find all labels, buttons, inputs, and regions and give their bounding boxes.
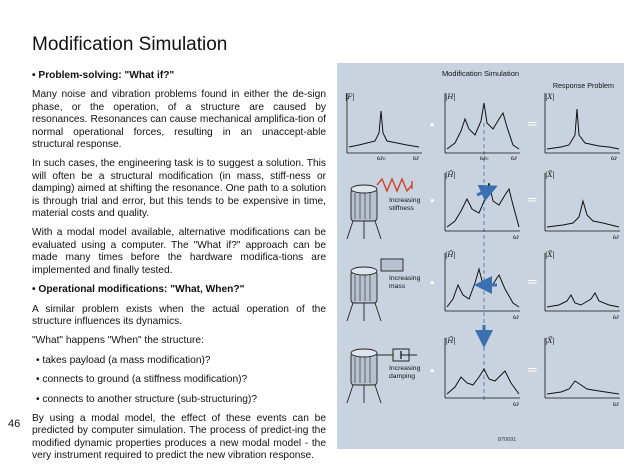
label-line: damping xyxy=(389,373,416,380)
label-omega0-h: ω₀ xyxy=(480,154,489,162)
times-operator: • xyxy=(429,277,436,290)
page-number: 46 xyxy=(8,418,21,430)
label-h-mod-2: |H̃| xyxy=(445,251,456,259)
label-omega-7: ω xyxy=(613,313,619,321)
figure-subtitle: Response Problem xyxy=(552,81,614,90)
modified-response-damping xyxy=(547,381,619,394)
equals-operator: = xyxy=(527,117,538,132)
structure-icon xyxy=(347,349,381,403)
label-increasing-damping xyxy=(389,365,420,381)
heading-problem-solving: • Problem-solving: "What if?" xyxy=(32,70,175,81)
label-omega0-f: ω₀ xyxy=(377,154,386,162)
label-omega-9: ω xyxy=(613,400,619,408)
label-x: |X| xyxy=(545,93,555,101)
mass-block xyxy=(381,259,403,271)
times-operator: • xyxy=(429,119,436,132)
label-f: |F| xyxy=(345,93,355,101)
modified-response-mass xyxy=(547,293,619,307)
bullet-payload: • takes payload (a mass modification)? xyxy=(36,354,211,366)
page-title: Modification Simulation xyxy=(32,34,228,55)
figure-title: Modification Simulation xyxy=(441,69,520,78)
label-line: Increasing xyxy=(389,365,421,372)
bullet-substructure: • connects to another structure (sub-structuring)? xyxy=(36,393,258,405)
modified-frf-mass xyxy=(447,269,519,307)
equals-operator: = xyxy=(527,193,538,208)
force-spectrum-curve xyxy=(349,111,419,147)
structure-icon xyxy=(347,267,381,321)
times-operator: • xyxy=(429,365,436,378)
spring-symbol xyxy=(377,179,412,191)
modified-frf-damping xyxy=(447,369,519,394)
label-h: |H| xyxy=(445,93,456,101)
frf-curve xyxy=(447,103,519,149)
label-h-mod-1: |H̃| xyxy=(445,171,456,179)
label-omega-2: ω xyxy=(511,154,517,162)
label-line: stiffness xyxy=(389,205,414,212)
label-omega-6: ω xyxy=(513,313,519,321)
modified-response-stiffness xyxy=(547,201,619,227)
paragraph-modal-model: With a modal model available, alternative modifications can be evaluated using a computer. The "What if?" approach can be made many times before the hardware modifica-tions are implemented and finally tested. xyxy=(32,227,326,276)
paragraph-solution: In such cases, the engineering task is to suggest a solution. This will often be a structural modification (in mass, stiff-ness or damping) aimed at shifting the resonance. One path to a solution is through trial and error, but this tends to be expensive in time, material costs and quality. xyxy=(32,158,326,220)
heading-operational: • Operational modifications: "What, When?" xyxy=(32,284,245,296)
label-omega-8: ω xyxy=(513,400,519,408)
times-operator: • xyxy=(429,195,436,208)
label-omega-3: ω xyxy=(611,154,617,162)
modified-frf-stiffness xyxy=(447,183,519,227)
label-x-mod-1: |X̃| xyxy=(545,171,555,179)
label-omega-5: ω xyxy=(613,233,619,241)
equals-operator: = xyxy=(527,275,538,290)
paragraph-operation: A similar problem exists when the actual operation of the structure influences its dynamics. xyxy=(32,303,326,327)
label-increasing-mass xyxy=(389,275,420,291)
bullet-ground: • connects to ground (a stiffness modification)? xyxy=(36,374,248,386)
paragraph-simulation: By using a modal model, the effect of these events can be predicted by computer simulation. The process of predict-ing the modified dynamic properties produces a new modal model - the very instrument required to predict the new vibration response. xyxy=(32,412,326,462)
label-line: Increasing xyxy=(389,275,421,282)
damper-symbol xyxy=(377,349,417,361)
structure-icon xyxy=(347,185,381,239)
label-x-mod-3: |X̃| xyxy=(545,337,555,345)
label-increasing-stiffness xyxy=(389,197,420,213)
figure-code: 870691 xyxy=(498,437,517,443)
paragraph-what-when: "What" happens "When" the structure: xyxy=(32,335,204,347)
label-line: Increasing xyxy=(389,197,421,204)
label-line: mass xyxy=(389,283,406,290)
text-column xyxy=(32,70,326,470)
label-omega-4: ω xyxy=(513,233,519,241)
paragraph-resonances: Many noise and vibration problems found in either the de-sign phase, or the operation, of a structure are caused by resonances. Resonances can cause mechanical amplifica-tion of normal operational forces, resulting in an unaccept-able structural response. xyxy=(32,89,326,151)
figure-drawing xyxy=(337,63,624,449)
response-curve xyxy=(547,109,619,149)
label-h-mod-3: |H̃| xyxy=(445,337,456,345)
equals-operator: = xyxy=(527,363,538,378)
label-omega-1: ω xyxy=(413,154,419,162)
label-x-mod-2: |X̃| xyxy=(545,251,555,259)
modification-simulation-figure xyxy=(337,63,624,449)
